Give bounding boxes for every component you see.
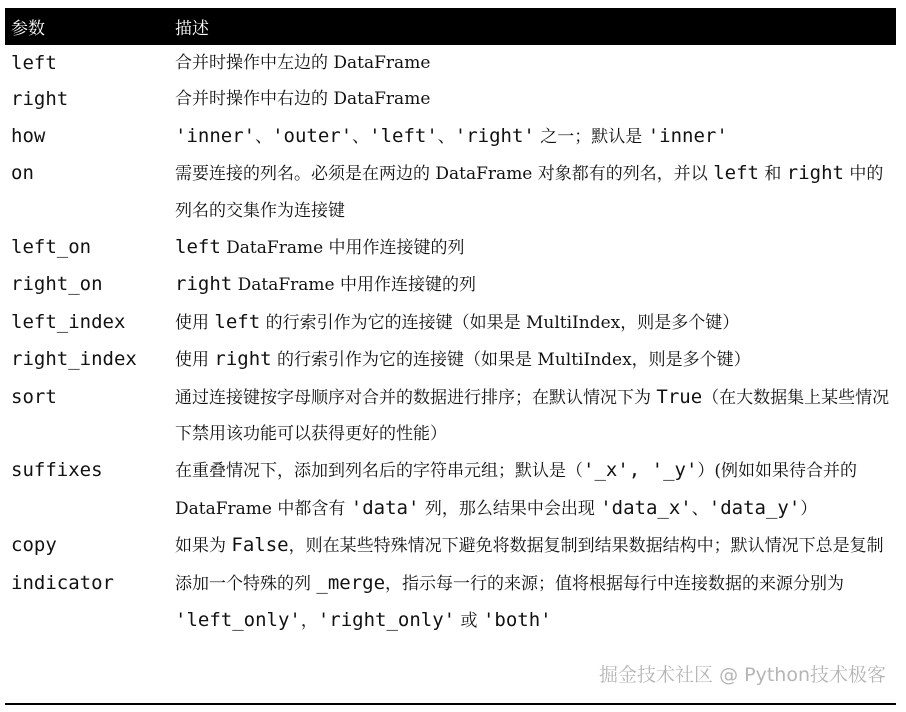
param-description <box>171 118 896 155</box>
text-span: 的行索引作为它的连接键（如果是 MultiIndex，则是多个键） <box>271 350 751 371</box>
merge-parameters-table <box>5 8 896 640</box>
code-span: 'data_y' <box>708 496 801 519</box>
param-name: indicator <box>11 571 114 594</box>
param-name: left_on <box>11 236 92 259</box>
param-description <box>171 304 896 341</box>
code-span: 'data' <box>350 496 420 519</box>
code-span: 'outer' <box>272 124 353 147</box>
text-span: 、 <box>437 126 455 147</box>
param-description <box>171 229 896 266</box>
param-name: suffixes <box>11 459 103 482</box>
param-description <box>171 81 896 117</box>
table-bottom-rule <box>5 703 896 705</box>
table-body <box>5 45 896 640</box>
text-span: DataFrame 中用作连接键的列 <box>232 275 476 296</box>
text-span: 如果为 <box>175 536 232 557</box>
text-span: ） <box>800 498 818 519</box>
code-span: 'left_only' <box>175 609 301 632</box>
text-span: 列，那么结果中会出现 <box>419 498 601 519</box>
text-span: 之一；默认是 <box>534 126 648 147</box>
code-span: True <box>656 385 703 408</box>
param-description <box>171 452 896 527</box>
table-header <box>5 8 896 45</box>
text-span: 、 <box>255 126 273 147</box>
code-span: left <box>175 236 221 259</box>
param-name: left_index <box>11 310 126 333</box>
table-row <box>5 229 896 266</box>
code-span: 'both' <box>482 609 552 632</box>
text-span: 通过连接键按字母顺序对合并的数据进行排序；在默认情况下为 <box>175 387 657 408</box>
table-row <box>5 379 896 453</box>
param-name: right_index <box>11 348 137 371</box>
code-span: 'right' <box>454 124 535 147</box>
text-span: 合并时操作中左边的 DataFrame <box>175 53 431 73</box>
text-span: ，则在某些特殊情况下避免将数据复制到结果数据结构中；默认情况下总是复制 <box>288 536 884 557</box>
table-row <box>5 452 896 527</box>
param-description <box>171 341 896 378</box>
table-row <box>5 565 896 640</box>
param-name: copy <box>11 534 57 557</box>
param-name: sort <box>11 385 57 408</box>
code-span: 'data_x' <box>600 496 692 519</box>
code-span: _merge <box>316 571 386 594</box>
param-name: left <box>11 52 57 74</box>
watermark: 掘金技术社区 @ Python技术极客 <box>599 664 886 686</box>
code-span: 'inner' <box>647 124 728 147</box>
code-span: 'right_only' <box>317 609 456 632</box>
text-span: 合并时操作中右边的 DataFrame <box>175 89 431 110</box>
table-row <box>5 341 896 378</box>
table-row <box>5 155 896 229</box>
text-span: 在重叠情况下，添加到列名后的字符串元组；默认是（ <box>175 461 583 482</box>
text-span: 使用 <box>175 312 215 333</box>
text-span: 、 <box>691 498 709 519</box>
code-span: '_x', '_y' <box>583 459 698 482</box>
text-span: ）(例如如果待合并的 DataFrame 中都含有 <box>175 461 858 519</box>
table-row <box>5 81 896 117</box>
param-name: right_on <box>11 273 103 296</box>
text-span: 的行索引作为它的连接键（如果是 MultiIndex，则是多个键） <box>260 312 740 333</box>
code-span: right <box>214 348 272 371</box>
text-span: 需要连接的列名。必须是在两边的 DataFrame 对象都有的列名，并以 <box>175 164 714 185</box>
table-row <box>5 118 896 155</box>
table-row <box>5 45 896 81</box>
code-span: False <box>231 534 289 557</box>
param-name: how <box>11 124 46 147</box>
text-span: ，指示每一行的来源；值将根据每行中连接数据的来源分别为 <box>385 573 845 594</box>
param-description <box>171 266 896 303</box>
header-param: 参数 <box>11 19 45 39</box>
table-row <box>5 266 896 303</box>
text-span: （在大数据集上某些情况下禁用该功能可以获得更好的性能） <box>175 387 890 445</box>
header-description: 描述 <box>175 19 209 39</box>
code-span: 'left' <box>369 124 438 147</box>
table-row <box>5 304 896 341</box>
text-span: 、 <box>352 126 370 147</box>
header-row <box>5 8 896 45</box>
param-description <box>171 379 896 453</box>
text-span: 使用 <box>175 350 215 371</box>
text-span: 中的列名的交集作为连接键 <box>175 164 884 221</box>
code-span: left <box>713 162 759 185</box>
param-description <box>171 155 896 229</box>
param-name: right <box>11 88 69 111</box>
table-row <box>5 527 896 564</box>
text-span: DataFrame 中用作连接键的列 <box>220 238 465 259</box>
code-span: left <box>214 310 261 333</box>
text-span: 和 <box>758 164 787 185</box>
text-span: 添加一个特殊的列 <box>175 573 317 594</box>
text-span: 或 <box>455 611 483 632</box>
param-description <box>171 527 896 564</box>
code-span: 'inner' <box>175 124 256 147</box>
param-name: on <box>11 162 34 185</box>
param-description <box>171 45 896 81</box>
code-span: right <box>175 273 233 296</box>
code-span: right <box>786 162 844 185</box>
text-span: ， <box>300 611 318 632</box>
param-description <box>171 565 896 640</box>
